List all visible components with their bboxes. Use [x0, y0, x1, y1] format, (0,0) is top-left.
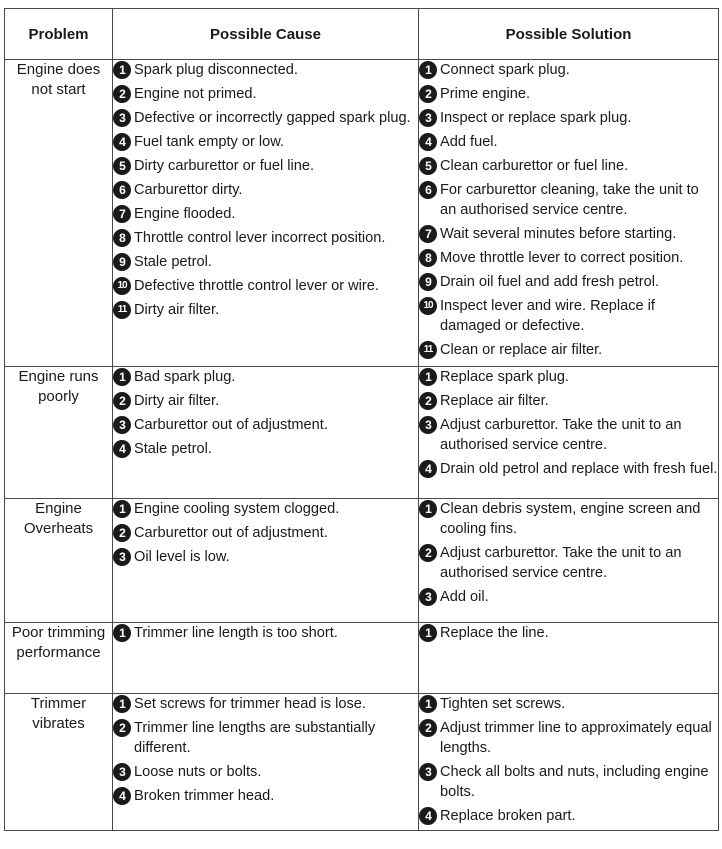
- cause-list: [113, 367, 418, 459]
- number-badge-icon: 11: [419, 341, 437, 359]
- number-badge-icon: 1: [113, 500, 131, 518]
- solution-text: Check all bolts and nuts, including engine bolts.: [440, 764, 709, 800]
- solution-text: Clean carburettor or fuel line.: [440, 158, 629, 174]
- number-badge-icon: 10: [419, 297, 437, 315]
- problem-cell: Trimmer vibrates: [5, 694, 113, 831]
- cause-cell: [113, 499, 419, 623]
- solution-list: [419, 694, 718, 826]
- solution-item: [419, 180, 718, 220]
- solution-text: Tighten set screws.: [440, 696, 566, 712]
- problem-cell: Engine runs poorly: [5, 367, 113, 499]
- solution-cell: [419, 623, 719, 694]
- cause-text: Spark plug disconnected.: [134, 62, 298, 78]
- cause-list: [113, 623, 418, 643]
- cause-text: Bad spark plug.: [134, 369, 236, 385]
- solution-item: [419, 391, 718, 411]
- cause-item: [113, 623, 418, 643]
- problem-cell: Engine does not start: [5, 60, 113, 367]
- solution-text: For carburettor cleaning, take the unit to an authorised service centre.: [440, 182, 699, 218]
- number-badge-icon: 6: [419, 181, 437, 199]
- cause-item: [113, 108, 418, 128]
- solution-text: Adjust carburettor. Take the unit to an authorised service centre.: [440, 545, 682, 581]
- cause-item: [113, 523, 418, 543]
- cause-text: Set screws for trimmer head is lose.: [134, 696, 366, 712]
- solution-item: [419, 718, 718, 758]
- solution-text: Replace broken part.: [440, 808, 576, 824]
- number-badge-icon: 4: [113, 133, 131, 151]
- table-row: [5, 694, 719, 831]
- number-badge-icon: 8: [419, 249, 437, 267]
- solution-item: [419, 806, 718, 826]
- cause-item: [113, 180, 418, 200]
- solution-text: Inspect or replace spark plug.: [440, 110, 632, 126]
- solution-item: [419, 108, 718, 128]
- solution-text: Wait several minutes before starting.: [440, 226, 677, 242]
- header-problem: Problem: [5, 9, 113, 60]
- number-badge-icon: 4: [113, 787, 131, 805]
- cause-item: [113, 499, 418, 519]
- cause-list: [113, 60, 418, 320]
- table-row: [5, 499, 719, 623]
- cause-item: [113, 228, 418, 248]
- header-possible-cause: Possible Cause: [113, 9, 419, 60]
- number-badge-icon: 3: [419, 109, 437, 127]
- cause-item: [113, 156, 418, 176]
- solution-item: [419, 132, 718, 152]
- solution-item: [419, 587, 718, 607]
- cause-text: Trimmer line length is too short.: [134, 625, 338, 641]
- number-badge-icon: 2: [113, 392, 131, 410]
- solution-item: [419, 459, 718, 479]
- cause-text: Carburettor dirty.: [134, 182, 243, 198]
- number-badge-icon: 1: [419, 61, 437, 79]
- cause-text: Engine not primed.: [134, 86, 257, 102]
- number-badge-icon: 1: [419, 500, 437, 518]
- cause-item: [113, 786, 418, 806]
- solution-text: Adjust trimmer line to approximately equal lengths.: [440, 720, 712, 756]
- number-badge-icon: 1: [419, 624, 437, 642]
- cause-cell: [113, 60, 419, 367]
- cause-text: Throttle control lever incorrect position.: [134, 230, 386, 246]
- solution-item: [419, 296, 718, 336]
- number-badge-icon: 5: [113, 157, 131, 175]
- solution-text: Connect spark plug.: [440, 62, 570, 78]
- cause-item: [113, 300, 418, 320]
- number-badge-icon: 3: [419, 416, 437, 434]
- number-badge-icon: 1: [113, 368, 131, 386]
- cause-text: Fuel tank empty or low.: [134, 134, 285, 150]
- number-badge-icon: 3: [419, 588, 437, 606]
- table-body: [5, 60, 719, 831]
- cause-text: Engine cooling system clogged.: [134, 501, 340, 517]
- solution-item: [419, 694, 718, 714]
- cause-item: [113, 60, 418, 80]
- cause-text: Carburettor out of adjustment.: [134, 525, 328, 541]
- number-badge-icon: 4: [419, 460, 437, 478]
- number-badge-icon: 3: [113, 416, 131, 434]
- number-badge-icon: 8: [113, 229, 131, 247]
- cause-text: Dirty air filter.: [134, 302, 220, 318]
- number-badge-icon: 4: [113, 440, 131, 458]
- cause-list: [113, 694, 418, 806]
- cause-item: [113, 84, 418, 104]
- solution-list: [419, 367, 718, 479]
- cause-list: [113, 499, 418, 567]
- cause-item: [113, 204, 418, 224]
- solution-item: [419, 224, 718, 244]
- cause-cell: [113, 623, 419, 694]
- solution-item: [419, 248, 718, 268]
- troubleshooting-table: [4, 8, 719, 831]
- table-row: [5, 623, 719, 694]
- solution-cell: [419, 367, 719, 499]
- number-badge-icon: 1: [419, 368, 437, 386]
- solution-item: [419, 156, 718, 176]
- cause-text: Dirty carburettor or fuel line.: [134, 158, 315, 174]
- solution-text: Adjust carburettor. Take the unit to an authorised service centre.: [440, 417, 682, 453]
- number-badge-icon: 11: [113, 301, 131, 319]
- cause-item: [113, 391, 418, 411]
- solution-text: Move throttle lever to correct position.: [440, 250, 684, 266]
- cause-item: [113, 252, 418, 272]
- number-badge-icon: 2: [113, 524, 131, 542]
- table-row: [5, 60, 719, 367]
- solution-text: Replace the line.: [440, 625, 549, 641]
- header-row: [5, 9, 719, 60]
- number-badge-icon: 2: [419, 719, 437, 737]
- solution-item: [419, 367, 718, 387]
- cause-text: Defective throttle control lever or wire.: [134, 278, 379, 294]
- number-badge-icon: 9: [113, 253, 131, 271]
- solution-text: Inspect lever and wire. Replace if damaged or defective.: [440, 298, 655, 334]
- cause-text: Engine flooded.: [134, 206, 236, 222]
- number-badge-icon: 9: [419, 273, 437, 291]
- cause-text: Broken trimmer head.: [134, 788, 275, 804]
- cause-text: Loose nuts or bolts.: [134, 764, 262, 780]
- cause-cell: [113, 367, 419, 499]
- solution-text: Drain old petrol and replace with fresh fuel.: [440, 461, 718, 477]
- cause-item: [113, 439, 418, 459]
- solution-text: Add fuel.: [440, 134, 498, 150]
- solution-item: [419, 60, 718, 80]
- solution-text: Add oil.: [440, 589, 489, 605]
- solution-text: Clean debris system, engine screen and cooling fins.: [440, 501, 701, 537]
- number-badge-icon: 7: [113, 205, 131, 223]
- number-badge-icon: 2: [113, 719, 131, 737]
- number-badge-icon: 6: [113, 181, 131, 199]
- number-badge-icon: 1: [419, 695, 437, 713]
- number-badge-icon: 3: [113, 763, 131, 781]
- problem-cell: Poor trimming performance: [5, 623, 113, 694]
- solution-list: [419, 499, 718, 607]
- solution-text: Replace air filter.: [440, 393, 549, 409]
- number-badge-icon: 1: [113, 695, 131, 713]
- cause-text: Stale petrol.: [134, 441, 212, 457]
- cause-item: [113, 415, 418, 435]
- number-badge-icon: 10: [113, 277, 131, 295]
- cause-item: [113, 694, 418, 714]
- number-badge-icon: 3: [419, 763, 437, 781]
- cause-text: Oil level is low.: [134, 549, 230, 565]
- solution-item: [419, 499, 718, 539]
- cause-text: Dirty air filter.: [134, 393, 220, 409]
- cause-item: [113, 547, 418, 567]
- cause-item: [113, 367, 418, 387]
- cause-item: [113, 762, 418, 782]
- header-possible-solution: Possible Solution: [419, 9, 719, 60]
- cause-text: Stale petrol.: [134, 254, 212, 270]
- number-badge-icon: 2: [113, 85, 131, 103]
- solution-text: Clean or replace air filter.: [440, 342, 603, 358]
- cause-text: Defective or incorrectly gapped spark plug.: [134, 110, 411, 126]
- cause-text: Carburettor out of adjustment.: [134, 417, 328, 433]
- number-badge-icon: 2: [419, 85, 437, 103]
- cause-item: [113, 132, 418, 152]
- solution-item: [419, 340, 718, 360]
- number-badge-icon: 2: [419, 392, 437, 410]
- number-badge-icon: 3: [113, 548, 131, 566]
- number-badge-icon: 4: [419, 807, 437, 825]
- table-row: [5, 367, 719, 499]
- solution-item: [419, 762, 718, 802]
- cause-cell: [113, 694, 419, 831]
- number-badge-icon: 2: [419, 544, 437, 562]
- number-badge-icon: 4: [419, 133, 437, 151]
- number-badge-icon: 1: [113, 624, 131, 642]
- solution-item: [419, 543, 718, 583]
- solution-item: [419, 415, 718, 455]
- solution-cell: [419, 694, 719, 831]
- number-badge-icon: 1: [113, 61, 131, 79]
- solution-cell: [419, 499, 719, 623]
- solution-text: Replace spark plug.: [440, 369, 569, 385]
- solution-list: [419, 623, 718, 643]
- solution-item: [419, 84, 718, 104]
- solution-cell: [419, 60, 719, 367]
- problem-cell: Engine Overheats: [5, 499, 113, 623]
- solution-item: [419, 623, 718, 643]
- cause-item: [113, 276, 418, 296]
- number-badge-icon: 5: [419, 157, 437, 175]
- solution-text: Prime engine.: [440, 86, 531, 102]
- cause-item: [113, 718, 418, 758]
- number-badge-icon: 3: [113, 109, 131, 127]
- number-badge-icon: 7: [419, 225, 437, 243]
- solution-item: [419, 272, 718, 292]
- solution-list: [419, 60, 718, 360]
- solution-text: Drain oil fuel and add fresh petrol.: [440, 274, 660, 290]
- cause-text: Trimmer line lengths are substantially different.: [134, 720, 376, 756]
